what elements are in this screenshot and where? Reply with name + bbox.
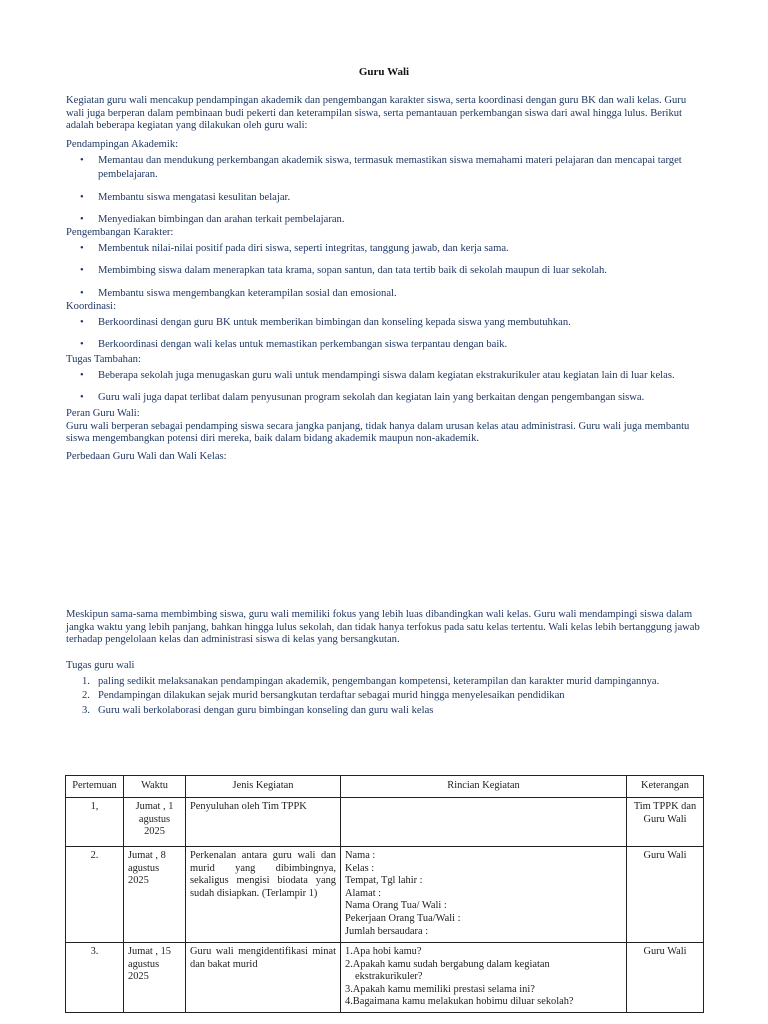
bullet-icon: • [80,369,84,381]
rincian-line: ekstrakurikuler? [355,971,423,983]
bullet-list [66,242,711,302]
cell-keterangan: Guru Wali [627,943,704,1013]
list-item: • Berkoordinasi dengan guru BK untuk memberikan bimbingan dan konseling kepada siswa yang membutuhkan. [66,316,711,331]
list-item: • Membantu siswa mengatasi kesulitan belajar. [66,191,711,206]
cell-pertemuan: 2. [66,847,124,943]
section-heading: Tugas guru wali [66,660,135,671]
table-row [66,943,704,1013]
cell-jenis-kegiatan: Perkenalan antara guru wali dan murid yang dibimbingnya, sekaligus mengisi biodata yang sudah disiapkan. (Terlampir 1) [186,847,341,943]
numbered-list [66,675,706,719]
list-item: • Membimbing siswa dalam menerapkan tata krama, sopan santun, dan tata tertib baik di sekolah maupun di luar sekolah. [66,264,711,279]
rincian-line: Jumlah bersaudara : [345,925,429,937]
cell-rincian-kegiatan [341,847,627,943]
cell-waktu: Jumat , 15 agustus 2025 [124,943,186,1013]
rincian-line: Nama Orang Tua/ Wali : [345,900,447,912]
bullet-icon: • [80,214,84,226]
section-heading: Koordinasi: [66,301,117,312]
section-koordinasi [66,301,711,361]
table-row [66,798,704,847]
list-item: • Guru wali juga dapat terlibat dalam penyusunan program sekolah dan kegiatan lain yang berkaitan dengan pengembangan siswa. [66,391,711,406]
list-item: 1. paling sedikit melaksanakan pendampingan akademik, pengembangan kompetensi, keterampilan dan karakter murid dampingannya. [82,675,660,687]
cell-pertemuan: 1, [66,798,124,847]
perbedaan-paragraph: Meskipun sama-sama membimbing siswa, guru wali memiliki fokus yang lebih luas dibandingkan wali kelas. Guru wali mendampingi siswa dalam jangka waktu yang lebih panjang, bahkan hingga lulus sekolah, dan tidak hanya terfokus pada satu kelas tertentu. Wali kelas lebih bertanggung jawab terhadap pengelolaan kelas dan administrasi siswa di kelas yang bersangkutan. [66,609,700,646]
bullet-icon: • [80,316,84,328]
section-tugas-tambahan [66,354,711,414]
list-item: • Memantau dan mendukung perkembangan akademik siswa, termasuk memastikan siswa memahami materi pelajaran dan mencapai target pembelajaran. [80,154,682,181]
rincian-line: Nama : [345,850,376,861]
section-pengembangan-karakter [66,227,711,309]
cell-waktu: Jumat , 8 agustus 2025 [124,847,186,943]
rincian-line: Alamat : [345,887,382,899]
column-header: Pertemuan [66,776,124,798]
rincian-line: 2.Apakah kamu sudah bergabung dalam kegiatan [345,958,550,970]
list-item: • Membantu siswa mengembangkan keterampilan sosial dan emosional. [66,287,711,302]
column-header: Waktu [124,776,186,798]
bullet-list [66,316,711,353]
section-heading: Tugas Tambahan: [66,354,141,365]
section-heading: Peran Guru Wali: [66,408,140,419]
column-header: Keterangan [627,776,704,798]
section-pendampingan-akademik [66,139,711,236]
rincian-line: 1.Apa hobi kamu? [345,946,422,957]
list-item: 2. Pendampingan dilakukan sejak murid bersangkutan terdaftar sebagai murid hingga menyelesaikan pendidikan [82,690,565,702]
bullet-icon: • [80,287,84,299]
cell-waktu: Jumat , 1 agustus 2025 [124,798,186,847]
section-peran-guru-wali [66,408,706,446]
rincian-line: 4.Bagaimana kamu melakukan hobimu diluar sekolah? [345,996,574,1008]
schedule-table [65,775,704,1013]
table-header-row [66,776,704,798]
rincian-line: 3.Apakah kamu memiliki prestasi selama ini? [345,983,535,995]
rincian-line: Tempat, Tgl lahir : [345,875,423,887]
bullet-icon: • [80,265,84,277]
list-item: 3. Guru wali berkolaborasi dengan guru bimbingan konseling dan guru wali kelas [82,704,434,716]
perbedaan-heading: Perbedaan Guru Wali dan Wali Kelas: [66,451,227,462]
table-row [66,847,704,943]
cell-keterangan: Tim TPPK dan Guru Wali [627,798,704,847]
cell-rincian-kegiatan [341,943,627,1013]
cell-rincian-kegiatan [341,798,627,847]
section-heading: Pengembangan Karakter: [66,227,174,238]
list-item: • Berkoordinasi dengan wali kelas untuk memastikan perkembangan siswa terpantau dengan baik. [66,338,711,353]
list-item: • Menyediakan bimbingan dan arahan terkait pembelajaran. [66,213,711,228]
cell-keterangan: Guru Wali [627,847,704,943]
peran-paragraph: Guru wali berperan sebagai pendamping siswa secara jangka panjang, tidak hanya dalam urusan kelas atau administrasi. Guru wali juga membantu siswa mengembangkan potensi diri mereka, baik dalam bidang akademik maupun non-akademik. [66,420,690,445]
cell-pertemuan: 3. [66,943,124,1013]
bullet-icon: • [80,154,84,166]
column-header: Rincian Kegiatan [341,776,627,798]
list-item: • Membentuk nilai-nilai positif pada diri siswa, seperti integritas, tanggung jawab, dan kerja sama. [66,242,711,257]
bullet-list [66,154,711,228]
intro-paragraph: Kegiatan guru wali mencakup pendampingan akademik dan pengembangan karakter siswa, serta koordinasi dengan guru BK dan wali kelas. Guru wali juga berperan dalam pembinaan budi pekerti dan keterampilan siswa, serta pemantauan perkembangan siswa dari awal hingga lulus. Berikut adalah beberapa kegiatan yang dilakukan oleh guru wali: [66,95,687,132]
document-title: Guru Wali [358,66,410,78]
rincian-line: Pekerjaan Orang Tua/Wali : [345,912,461,924]
bullet-icon: • [80,392,84,404]
cell-jenis-kegiatan: Guru wali mengidentifikasi minat dan bakat murid [186,943,341,1013]
column-header: Jenis Kegiatan [186,776,341,798]
cell-jenis-kegiatan: Penyuluhan oleh Tim TPPK [186,798,341,847]
bullet-icon: • [80,242,84,254]
rincian-line: Kelas : [345,862,375,874]
list-item: • Beberapa sekolah juga menugaskan guru wali untuk mendampingi siswa dalam kegiatan ekstrakurikuler atau kegiatan lain di luar kelas. [66,369,711,384]
bullet-icon: • [80,191,84,203]
bullet-list [66,369,711,406]
bullet-icon: • [80,339,84,351]
section-heading: Pendampingan Akademik: [66,139,179,150]
section-tugas-guru-wali [66,660,706,718]
